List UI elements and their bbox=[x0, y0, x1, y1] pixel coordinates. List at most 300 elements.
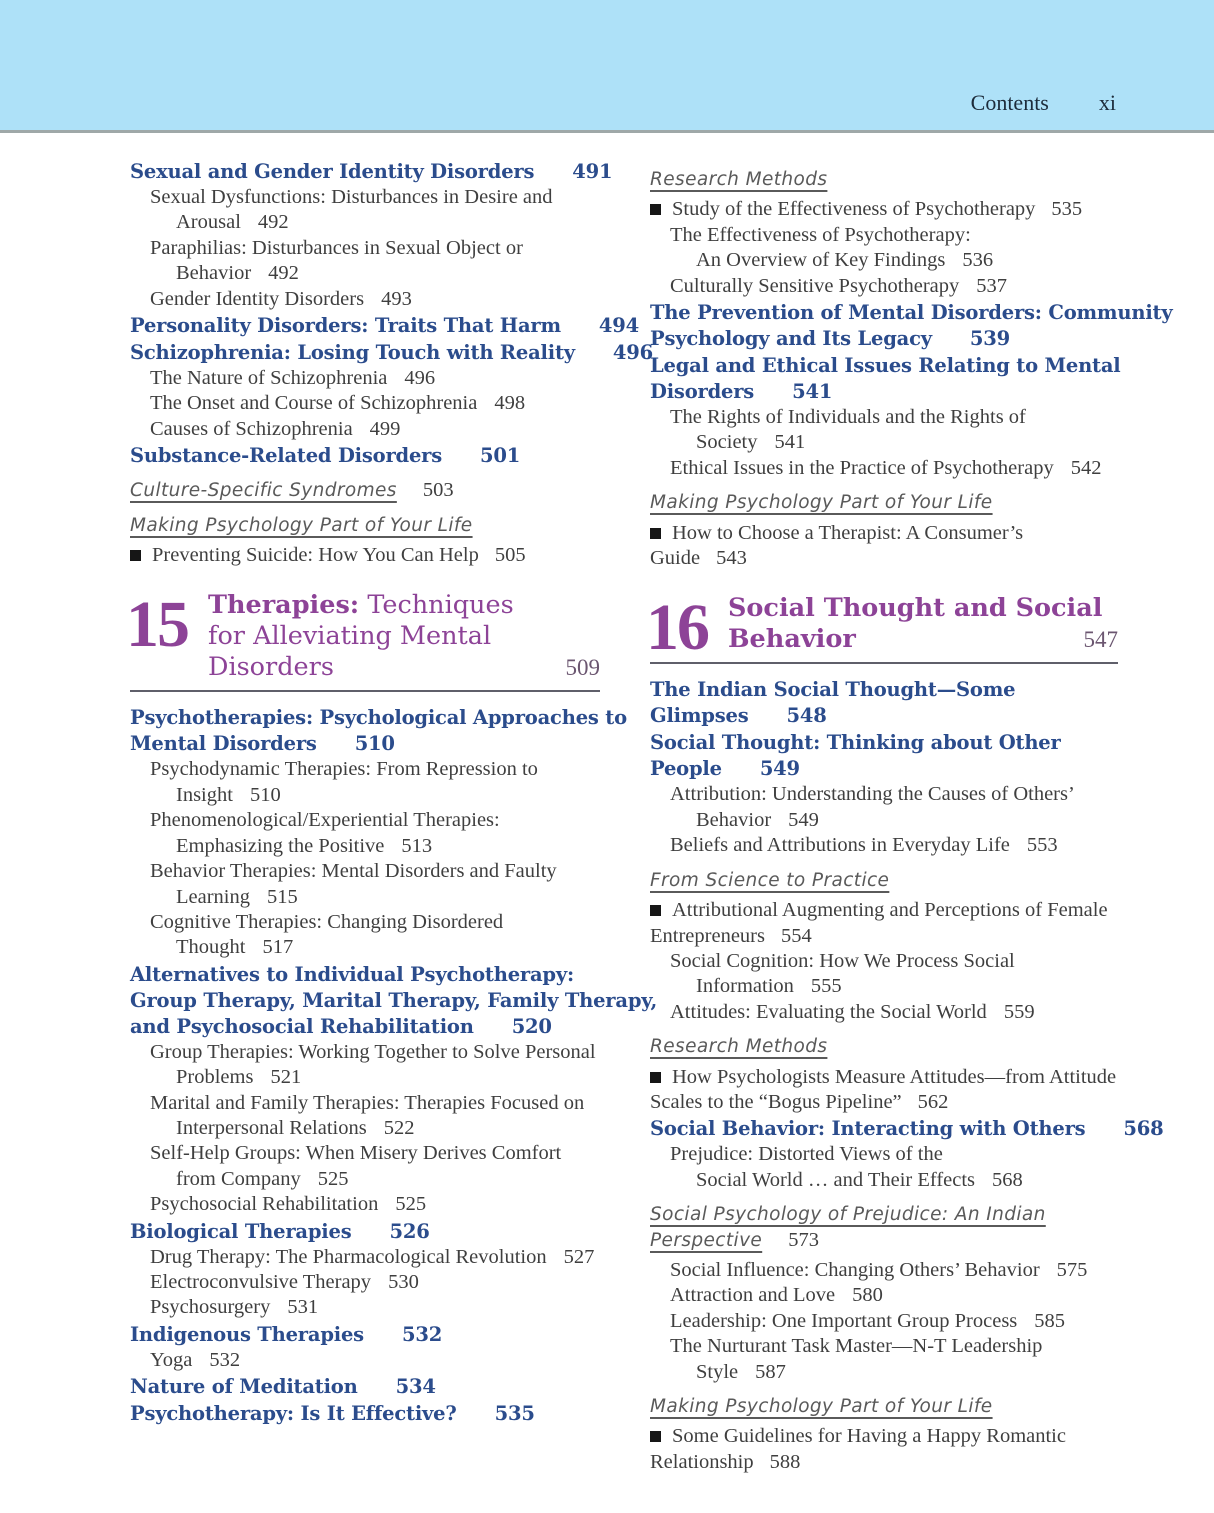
page-number: 553 bbox=[1026, 834, 1058, 857]
entry-text: The Effectiveness of Psychotherapy: bbox=[670, 223, 971, 246]
page-number: 521 bbox=[270, 1066, 302, 1089]
toc-entry-sub bbox=[650, 782, 1118, 833]
entry-text: Psychosurgery bbox=[150, 1296, 271, 1319]
toc-line bbox=[130, 1401, 600, 1427]
entry-text: Thought bbox=[176, 936, 246, 959]
toc-line bbox=[650, 949, 1118, 974]
entry-text: Leadership: One Important Group Process bbox=[670, 1309, 1018, 1332]
page-number: 580 bbox=[852, 1284, 883, 1307]
toc-line bbox=[650, 353, 1121, 379]
entry-text: Sexual Dysfunctions: Disturbances in Desire and bbox=[150, 186, 553, 208]
page-number: 492 bbox=[268, 262, 299, 285]
running-head-title: Contents bbox=[970, 90, 1049, 115]
page-number: 527 bbox=[563, 1245, 595, 1268]
entry-text: Social Influence: Changing Others’ Behavior bbox=[670, 1258, 1040, 1281]
page-number: 541 bbox=[774, 431, 806, 454]
toc-line bbox=[650, 274, 1118, 299]
page-number: 510 bbox=[249, 783, 281, 806]
entry-text: Social Psychology of Prejudice: An Indian bbox=[650, 1204, 1046, 1226]
entry-text: Behavior Therapies: Mental Disorders and Faulty bbox=[150, 860, 557, 883]
toc-entry-sub bbox=[130, 366, 600, 391]
entry-text: Information bbox=[696, 975, 794, 998]
entry-text: Disorders bbox=[208, 652, 334, 683]
entry-text: Attribution: Understanding the Causes of Others’ bbox=[670, 783, 1075, 806]
entry-text: Behavior bbox=[176, 262, 252, 285]
page-number: 525 bbox=[395, 1193, 427, 1216]
toc-entry-section bbox=[130, 1219, 600, 1245]
page-number: 515 bbox=[267, 885, 298, 908]
entry-text: Substance-Related Disorders bbox=[130, 444, 443, 468]
toc-entry-section bbox=[650, 730, 1118, 782]
toc-line bbox=[130, 935, 600, 960]
bullet-square-icon bbox=[650, 528, 661, 539]
toc-line bbox=[130, 1322, 600, 1348]
toc-line bbox=[130, 443, 600, 469]
entry-text: Social Behavior: Interacting with Others bbox=[650, 1117, 1086, 1141]
bullet-square-icon bbox=[650, 1431, 661, 1442]
toc-entry-sub bbox=[650, 1283, 1118, 1308]
toc-line bbox=[130, 705, 627, 731]
toc-line bbox=[650, 1450, 1118, 1475]
entry-text: Biological Therapies bbox=[130, 1219, 352, 1243]
toc-line bbox=[650, 1168, 1118, 1193]
entry-text: How to Choose a Therapist: A Consumer’s bbox=[672, 521, 1024, 544]
toc-line bbox=[130, 513, 600, 538]
toc-line bbox=[130, 210, 600, 235]
toc-line bbox=[650, 703, 1118, 729]
entry-text: Self-Help Groups: When Misery Derives Comfort bbox=[150, 1142, 562, 1165]
page-number: 499 bbox=[369, 417, 401, 440]
toc-entry-section bbox=[650, 353, 1121, 405]
entry-text: Techniques bbox=[359, 590, 514, 621]
toc-columns bbox=[126, 158, 1173, 1475]
page-number: 587 bbox=[755, 1360, 786, 1383]
toc-entry-sub bbox=[650, 1142, 1118, 1193]
entry-text: Making Psychology Part of Your Life bbox=[650, 1396, 993, 1417]
toc-line bbox=[130, 543, 600, 568]
toc-line bbox=[130, 1245, 600, 1270]
toc-entry-section bbox=[650, 300, 1173, 352]
page-number: 541 bbox=[792, 380, 833, 404]
toc-entry-sub bbox=[650, 1258, 1118, 1283]
toc-entry-section bbox=[130, 313, 639, 339]
entry-text: Group Therapies: Working Together to Solve Personal bbox=[150, 1040, 596, 1063]
toc-entry-sub bbox=[130, 236, 600, 287]
page-number: 496 bbox=[404, 367, 436, 390]
entry-text: Disorders bbox=[650, 380, 755, 404]
page-number: 536 bbox=[962, 249, 994, 272]
bullet-square-icon bbox=[650, 1072, 661, 1083]
toc-line bbox=[650, 898, 1118, 923]
bullet-square-icon bbox=[650, 204, 661, 215]
entry-text: Psychodynamic Therapies: From Repression to bbox=[150, 758, 538, 781]
page-number: 494 bbox=[598, 314, 639, 338]
entry-text: Making Psychology Part of Your Life bbox=[130, 514, 473, 536]
entry-text: Gender Identity Disorders bbox=[150, 287, 365, 310]
toc-entry-section bbox=[130, 443, 600, 469]
toc-entry-section bbox=[130, 1322, 600, 1348]
toc-entry-sub bbox=[130, 391, 600, 416]
entry-text: Psychotherapies: Psychological Approaches to bbox=[130, 706, 627, 730]
entry-text: Beliefs and Attributions in Everyday Life bbox=[670, 834, 1010, 857]
toc-entry-sub bbox=[650, 1309, 1118, 1334]
entry-text: Perspective bbox=[650, 1229, 763, 1251]
page-number: 531 bbox=[287, 1296, 319, 1319]
toc-line bbox=[650, 379, 1118, 405]
toc-line bbox=[130, 885, 600, 910]
toc-line bbox=[130, 988, 658, 1014]
toc-entry-bullet bbox=[650, 521, 1118, 572]
toc-line bbox=[650, 1334, 1118, 1359]
toc-line bbox=[208, 621, 600, 652]
page-number: 532 bbox=[209, 1348, 241, 1371]
toc-entry-sub bbox=[650, 1000, 1118, 1025]
page-number: 517 bbox=[262, 936, 294, 959]
page-number: 525 bbox=[317, 1167, 349, 1190]
toc-line bbox=[650, 405, 1118, 430]
toc-entry-sub bbox=[130, 1192, 600, 1217]
entry-text: Relationship bbox=[650, 1450, 754, 1473]
entry-text: Drug Therapy: The Pharmacological Revolution bbox=[150, 1245, 547, 1268]
page-number: 501 bbox=[480, 444, 521, 468]
toc-entry-bullet bbox=[650, 1424, 1118, 1475]
toc-entry-bullet bbox=[650, 1065, 1118, 1116]
page-number: 559 bbox=[1003, 1000, 1035, 1023]
toc-line bbox=[130, 391, 600, 416]
toc-line bbox=[130, 834, 600, 859]
page-number: 496 bbox=[612, 341, 653, 365]
toc-entry-sub bbox=[650, 1334, 1118, 1385]
entry-text: Attraction and Love bbox=[670, 1284, 836, 1307]
toc-line bbox=[130, 1270, 600, 1295]
page-number: 549 bbox=[788, 808, 819, 831]
entry-text: Group Therapy, Marital Therapy, Family Therapy, bbox=[130, 988, 658, 1012]
page-number: 498 bbox=[494, 392, 526, 415]
toc-entry-sub bbox=[130, 859, 600, 910]
page-number: 539 bbox=[969, 327, 1011, 351]
entry-text: An Overview of Key Findings bbox=[696, 249, 946, 272]
toc-line bbox=[650, 1000, 1118, 1025]
toc-line bbox=[650, 1228, 1118, 1253]
page-number: 509 bbox=[565, 655, 600, 681]
entry-text: Some Guidelines for Having a Happy Romantic bbox=[672, 1425, 1066, 1448]
toc-entry-sub bbox=[130, 417, 600, 442]
entry-text: Emphasizing the Positive bbox=[176, 834, 385, 857]
entry-text: Interpersonal Relations bbox=[176, 1116, 367, 1139]
entry-text: Paraphilias: Disturbances in Sexual Object or bbox=[150, 236, 523, 259]
entry-text: The Rights of Individuals and the Rights of bbox=[670, 406, 1026, 429]
toc-line bbox=[650, 521, 1118, 546]
toc-line bbox=[650, 490, 1118, 515]
toc-line bbox=[130, 340, 653, 366]
toc-entry-bullet bbox=[650, 197, 1118, 222]
toc-entry-sub bbox=[650, 833, 1118, 858]
page-number-roman: xi bbox=[1098, 90, 1116, 115]
entry-text: and Psychosocial Rehabilitation bbox=[130, 1014, 474, 1038]
entry-text: Yoga bbox=[150, 1348, 193, 1371]
page-number: 537 bbox=[976, 274, 1007, 297]
chapter-number: 16 bbox=[646, 591, 708, 665]
page-number: 573 bbox=[788, 1228, 819, 1251]
toc-line bbox=[650, 546, 1118, 571]
entry-text: Study of the Effectiveness of Psychotherapy bbox=[672, 198, 1036, 221]
page-number: 535 bbox=[494, 1402, 535, 1426]
entry-text: Sexual and Gender Identity Disorders bbox=[130, 160, 535, 183]
toc-line bbox=[650, 456, 1118, 481]
toc-line bbox=[130, 1374, 600, 1400]
toc-line bbox=[130, 185, 600, 210]
toc-line bbox=[650, 300, 1173, 326]
entry-text: Guide bbox=[650, 547, 701, 570]
toc-line bbox=[130, 1141, 600, 1166]
toc-line bbox=[130, 417, 600, 442]
entry-text: Preventing Suicide: How You Can Help bbox=[152, 544, 479, 567]
toc-entry-feature bbox=[650, 1202, 1118, 1253]
toc-entry-feature bbox=[650, 1034, 1118, 1059]
entry-text: Social Thought: Thinking about Other bbox=[650, 731, 1061, 755]
toc-line bbox=[650, 326, 1118, 352]
toc-column-right bbox=[646, 158, 1173, 1475]
toc-line bbox=[208, 590, 600, 621]
entry-text: Causes of Schizophrenia bbox=[150, 417, 353, 440]
page-number: 526 bbox=[389, 1219, 430, 1243]
running-head bbox=[971, 90, 1116, 116]
entry-text: Arousal bbox=[176, 211, 241, 234]
entry-text: Social Cognition: How We Process Social bbox=[670, 949, 1015, 972]
toc-line bbox=[650, 730, 1118, 756]
page-number: 505 bbox=[494, 544, 526, 567]
toc-line bbox=[650, 1090, 1118, 1115]
chapter-heading bbox=[646, 591, 1118, 665]
toc-line bbox=[650, 1394, 1118, 1419]
toc-line bbox=[650, 1309, 1118, 1334]
toc-entry-feature bbox=[650, 490, 1118, 515]
toc-line bbox=[650, 1034, 1118, 1059]
toc-line bbox=[728, 624, 1118, 655]
page-number: 562 bbox=[917, 1090, 949, 1113]
toc-entry-sub bbox=[130, 757, 600, 808]
entry-text: Mental Disorders bbox=[130, 732, 317, 756]
page-number: 503 bbox=[422, 479, 454, 502]
toc-line bbox=[650, 677, 1118, 703]
entry-text: Indigenous Therapies bbox=[130, 1322, 364, 1346]
toc-entry-sub bbox=[130, 808, 600, 859]
toc-line bbox=[130, 808, 600, 833]
toc-entry-section bbox=[650, 677, 1118, 729]
entry-text: Psychotherapy: Is It Effective? bbox=[130, 1402, 457, 1426]
page-number: 542 bbox=[1070, 456, 1102, 479]
toc-entry-sub bbox=[130, 1245, 600, 1270]
entry-text: for Alleviating Mental bbox=[208, 621, 492, 652]
toc-entry-feature bbox=[650, 1394, 1118, 1419]
toc-line bbox=[130, 910, 600, 935]
entry-text: Research Methods bbox=[650, 1036, 828, 1058]
toc-entry-section bbox=[130, 962, 658, 1040]
toc-line bbox=[130, 1348, 600, 1373]
page-number: 534 bbox=[395, 1375, 436, 1399]
page-number: 549 bbox=[759, 757, 800, 781]
toc-line bbox=[650, 248, 1118, 273]
page-number: 568 bbox=[1123, 1117, 1164, 1141]
entry-text: The Prevention of Mental Disorders: Community bbox=[650, 301, 1173, 325]
toc-entry-sub bbox=[650, 405, 1118, 456]
toc-line bbox=[650, 1258, 1118, 1283]
entry-text: Research Methods bbox=[650, 169, 828, 190]
toc-entry-sub bbox=[130, 1295, 600, 1320]
toc-line bbox=[130, 859, 600, 884]
toc-entry-sub bbox=[130, 185, 600, 236]
chapter-number: 15 bbox=[126, 588, 188, 662]
entry-text-bold: Therapies: bbox=[208, 590, 360, 621]
entry-text: Scales to the “Bogus Pipeline” bbox=[650, 1090, 902, 1113]
entry-text: from Company bbox=[176, 1167, 301, 1190]
toc-line bbox=[130, 159, 613, 185]
entry-text-bold: Social Thought and Social bbox=[728, 593, 1103, 624]
entry-text: Attributional Augmenting and Perceptions of Female bbox=[672, 899, 1108, 922]
entry-text: Making Psychology Part of Your Life bbox=[650, 492, 993, 514]
entry-text: Style bbox=[696, 1360, 739, 1383]
page-number: 588 bbox=[769, 1450, 801, 1473]
page-number: 568 bbox=[992, 1168, 1023, 1191]
page-number: 492 bbox=[257, 211, 289, 234]
entry-text: Behavior bbox=[696, 808, 772, 831]
toc-entry-section bbox=[130, 159, 613, 185]
entry-text: Glimpses bbox=[650, 704, 749, 728]
page-number: 510 bbox=[354, 732, 395, 756]
entry-text: Marital and Family Therapies: Therapies Focused on bbox=[150, 1091, 585, 1114]
toc-entry-sub bbox=[130, 1091, 600, 1142]
toc-line bbox=[130, 1192, 600, 1217]
toc-line bbox=[650, 1424, 1118, 1449]
toc-entry-sub bbox=[130, 910, 600, 961]
page-number: 554 bbox=[780, 924, 812, 947]
page-number: 547 bbox=[1083, 627, 1118, 653]
toc-line bbox=[130, 478, 600, 503]
toc-line bbox=[130, 1014, 600, 1040]
toc-line bbox=[650, 1116, 1164, 1142]
entry-text: Prejudice: Distorted Views of the bbox=[670, 1143, 943, 1166]
header-band bbox=[0, 0, 1214, 133]
entry-text: Culturally Sensitive Psychotherapy bbox=[670, 274, 960, 297]
toc-line bbox=[650, 1202, 1118, 1227]
toc-entry-sub bbox=[650, 949, 1118, 1000]
toc-line bbox=[130, 962, 600, 988]
entry-text: Alternatives to Individual Psychotherapy: bbox=[130, 962, 574, 986]
toc-entry-sub bbox=[130, 1348, 600, 1373]
entry-text: People bbox=[650, 757, 722, 781]
page-number: 532 bbox=[401, 1322, 443, 1346]
toc-entry-feature bbox=[130, 478, 600, 503]
page-number: 535 bbox=[1051, 198, 1083, 221]
toc-line bbox=[130, 366, 600, 391]
page-number: 543 bbox=[716, 547, 747, 570]
entry-text: Learning bbox=[176, 885, 250, 908]
entry-text: Nature of Meditation bbox=[130, 1375, 358, 1399]
toc-entry-feature bbox=[650, 167, 1118, 192]
toc-line bbox=[650, 833, 1118, 858]
toc-line bbox=[650, 197, 1118, 222]
toc-entry-sub bbox=[130, 1270, 600, 1295]
entry-text: Schizophrenia: Losing Touch with Reality bbox=[130, 341, 575, 365]
entry-text: Cognitive Therapies: Changing Disordered bbox=[150, 910, 504, 933]
toc-entry-section bbox=[130, 1401, 600, 1427]
entry-text: Entrepreneurs bbox=[650, 924, 765, 947]
entry-text: Social World … and Their Effects bbox=[696, 1168, 976, 1191]
entry-text: Psychology and Its Legacy bbox=[650, 327, 932, 351]
entry-text: Phenomenological/Experiential Therapies: bbox=[150, 809, 500, 832]
toc-line bbox=[208, 652, 600, 683]
page-number: 575 bbox=[1056, 1258, 1088, 1281]
toc-line bbox=[650, 1142, 1118, 1167]
entry-text: Psychosocial Rehabilitation bbox=[150, 1193, 379, 1216]
toc-line bbox=[650, 974, 1118, 999]
entry-text: The Indian Social Thought—Some bbox=[650, 678, 1016, 702]
page-number: 522 bbox=[383, 1116, 415, 1139]
entry-text: Legal and Ethical Issues Relating to Mental bbox=[650, 354, 1121, 378]
toc-line bbox=[130, 731, 600, 757]
toc-entry-bullet bbox=[130, 543, 600, 568]
page-number: 585 bbox=[1034, 1309, 1066, 1332]
toc-entry-sub bbox=[650, 456, 1118, 481]
toc-line bbox=[650, 868, 1118, 893]
toc-line bbox=[650, 1065, 1118, 1090]
toc-line bbox=[650, 430, 1118, 455]
toc-line bbox=[650, 782, 1118, 807]
page-number: 513 bbox=[401, 834, 433, 857]
entry-text: Insight bbox=[176, 783, 233, 806]
toc-line bbox=[650, 1283, 1118, 1308]
bullet-square-icon bbox=[650, 905, 661, 916]
entry-text: Personality Disorders: Traits That Harm bbox=[130, 314, 561, 338]
toc-line bbox=[650, 1360, 1118, 1385]
toc-line bbox=[130, 1116, 600, 1141]
entry-text: Ethical Issues in the Practice of Psychotherapy bbox=[670, 456, 1054, 479]
page-number: 530 bbox=[388, 1270, 419, 1293]
page-number: 555 bbox=[810, 975, 842, 998]
toc-entry-section bbox=[130, 340, 653, 366]
toc-line bbox=[650, 808, 1118, 833]
toc-entry-sub bbox=[130, 287, 600, 312]
entry-text-bold: Behavior bbox=[728, 624, 856, 655]
toc-line bbox=[130, 1167, 600, 1192]
toc-line bbox=[650, 924, 1118, 949]
toc-entry-section bbox=[650, 1116, 1164, 1142]
toc-entry-sub bbox=[130, 1040, 600, 1091]
toc-line bbox=[130, 1219, 600, 1245]
toc-line bbox=[130, 313, 639, 339]
entry-text: The Onset and Course of Schizophrenia bbox=[150, 392, 478, 415]
toc-line bbox=[130, 236, 600, 261]
entry-text: Problems bbox=[176, 1066, 254, 1089]
page-number: 548 bbox=[786, 704, 827, 728]
page-number: 493 bbox=[381, 287, 412, 310]
toc-line bbox=[650, 223, 1118, 248]
page-number: 520 bbox=[511, 1014, 552, 1038]
entry-text: Society bbox=[696, 431, 758, 454]
toc-entry-section bbox=[130, 1374, 600, 1400]
toc-line bbox=[130, 1295, 600, 1320]
toc-line bbox=[130, 757, 600, 782]
chapter-heading bbox=[126, 588, 600, 692]
entry-text: Attitudes: Evaluating the Social World bbox=[670, 1000, 987, 1023]
entry-text: The Nurturant Task Master—N-T Leadership bbox=[670, 1335, 1043, 1358]
entry-text: The Nature of Schizophrenia bbox=[150, 367, 388, 390]
entry-text: How Psychologists Measure Attitudes—from Attitude bbox=[672, 1065, 1117, 1088]
toc-entry-sub bbox=[650, 274, 1118, 299]
toc-entry-feature bbox=[650, 868, 1118, 893]
toc-line bbox=[728, 593, 1118, 624]
toc-entry-sub bbox=[130, 1141, 600, 1192]
